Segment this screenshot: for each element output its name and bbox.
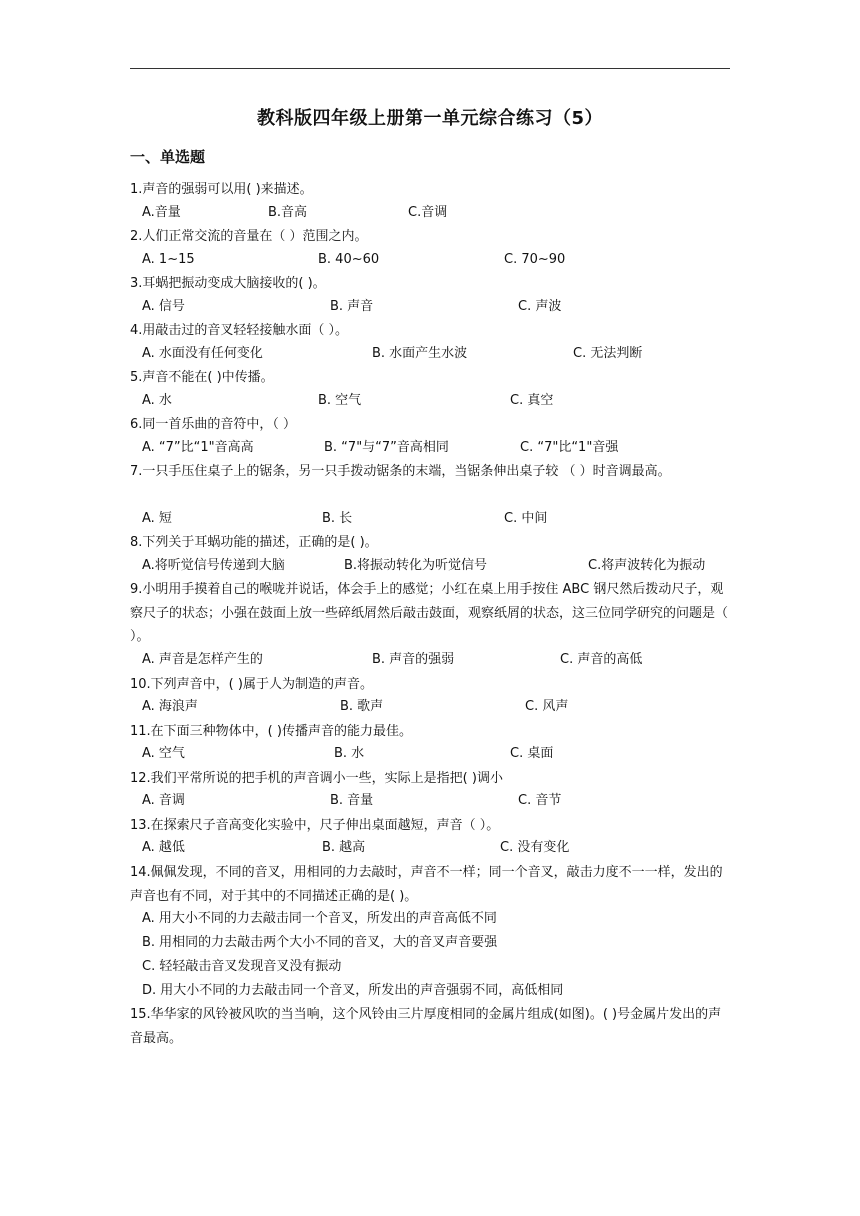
- question-2: 2.人们正常交流的音量在（ ）范围之内。: [130, 229, 368, 244]
- options-7: [142, 509, 742, 529]
- question-12: 12.我们平常所说的把手机的声音调小一些，实际上是指把( )调小: [130, 771, 503, 786]
- option-b: B. 40~60: [318, 252, 380, 267]
- option-c: C. 没有变化: [500, 840, 570, 855]
- option-a: A. 短: [142, 511, 172, 526]
- question-10: 10.下列声音中，( )属于人为制造的声音。: [130, 677, 373, 692]
- option-b: B. 音量: [330, 793, 374, 808]
- question-4: 4.用敲击过的音叉轻轻接触水面（ ）。: [130, 323, 349, 338]
- option-a: A. 用大小不同的力去敲击同一个音叉，所发出的声音高低不同: [142, 911, 497, 926]
- option-c: C. 音节: [518, 793, 562, 808]
- options-3: [142, 297, 742, 317]
- option-b: B. 水: [334, 746, 365, 761]
- question-15: 15.华华家的风铃被风吹的当当响，这个风铃由三片厚度相同的金属片组成(如图)。( )号金属片发出的声音最高。: [130, 1007, 722, 1046]
- option-c: C. 中间: [504, 511, 548, 526]
- question-13: 13.在探索尺子音高变化实验中，尺子伸出桌面越短，声音（ ）。: [130, 818, 500, 833]
- question-7: 7.一只手压住桌子上的锯条，另一只手拨动锯条的末端，当锯条伸出桌子较 （ ）时音调最高。: [130, 464, 671, 479]
- option-b: B.将振动转化为听觉信号: [344, 558, 488, 573]
- option-c: C. 桌面: [510, 746, 554, 761]
- option-b: B. 声音的强弱: [372, 652, 455, 667]
- options-10: [142, 697, 742, 717]
- options-12: [142, 791, 742, 811]
- option-a: A. 水: [142, 393, 172, 408]
- page-title: 教科版四年级上册第一单元综合练习（5）: [256, 108, 604, 129]
- option-b: B. 长: [322, 511, 353, 526]
- option-c: C. 风声: [525, 699, 569, 714]
- option-b: B. 水面产生水波: [372, 346, 468, 361]
- option-b: B. 越高: [322, 840, 366, 855]
- question-3: 3.耳蜗把振动变成大脑接收的( )。: [130, 276, 326, 291]
- options-1: [142, 203, 742, 223]
- option-d: D. 用大小不同的力去敲击同一个音叉，所发出的声音强弱不同，高低相同: [142, 983, 564, 998]
- option-a: A. 信号: [142, 299, 185, 314]
- option-a: A. 海浪声: [142, 699, 198, 714]
- question-8: 8.下列关于耳蜗功能的描述，正确的是( )。: [130, 535, 378, 550]
- question-14: 14.佩佩发现，不同的音叉，用相同的力去敲时，声音不一样；同一个音叉，敲击力度不一一样，发出的声音也有不同，对于其中的不同描述正确的是( )。: [130, 865, 723, 904]
- option-c: C. 真空: [510, 393, 554, 408]
- option-b: B.音高: [268, 205, 308, 220]
- option-a: A. 越低: [142, 840, 185, 855]
- option-c: C. 70~90: [504, 252, 566, 267]
- options-6: [142, 438, 742, 458]
- options-13: [142, 838, 742, 858]
- option-c: C. 声音的高低: [560, 652, 643, 667]
- option-b: B. 声音: [330, 299, 374, 314]
- option-c: C. 声波: [518, 299, 562, 314]
- option-c: C.音调: [408, 205, 448, 220]
- options-8: [142, 556, 742, 576]
- question-1: 1.声音的强弱可以用( )来描述。: [130, 182, 313, 197]
- top-rule: [130, 68, 730, 69]
- option-c: C. 轻轻敲击音叉发现音叉没有振动: [142, 959, 342, 974]
- options-11: [142, 744, 742, 764]
- option-c: C.将声波转化为振动: [588, 558, 706, 573]
- option-a: A. 1~15: [142, 252, 195, 267]
- options-2: [142, 250, 742, 270]
- option-b: B. 用相同的力去敲击两个大小不同的音叉，大的音叉声音要强: [142, 935, 498, 950]
- option-a: A. 空气: [142, 746, 185, 761]
- option-b: B. 空气: [318, 393, 362, 408]
- question-5: 5.声音不能在( )中传播。: [130, 370, 274, 385]
- section-heading: 一、单选题: [130, 148, 206, 166]
- option-c: C. “7"比“1"音强: [520, 440, 619, 455]
- option-a: A.将听觉信号传递到大脑: [142, 558, 285, 573]
- option-a: A.音量: [142, 205, 181, 220]
- option-c: C. 无法判断: [573, 346, 643, 361]
- option-a: A. 声音是怎样产生的: [142, 652, 263, 667]
- question-6: 6.同一首乐曲的音符中，（ ）: [130, 417, 297, 432]
- option-b: B. “7"与“7”音高相同: [324, 440, 449, 455]
- option-a: A. 音调: [142, 793, 185, 808]
- option-a: A. 水面没有任何变化: [142, 346, 263, 361]
- option-a: A. “7”比“1"音高高: [142, 440, 254, 455]
- option-b: B. 歌声: [340, 699, 384, 714]
- options-4: [142, 344, 742, 364]
- question-9: 9.小明用手摸着自己的喉咙并说话，体会手上的感觉；小红在桌上用手按住 ABC 钢尺然后拨动尺子，观察尺子的状态；小强在鼓面上放一些碎纸屑然后敲击鼓面，观察纸屑的状态，这三位同学研究的问题是（ ）。: [130, 582, 729, 644]
- options-9: [142, 650, 742, 670]
- options-5: [142, 391, 742, 411]
- question-11: 11.在下面三种物体中，( )传播声音的能力最佳。: [130, 724, 412, 739]
